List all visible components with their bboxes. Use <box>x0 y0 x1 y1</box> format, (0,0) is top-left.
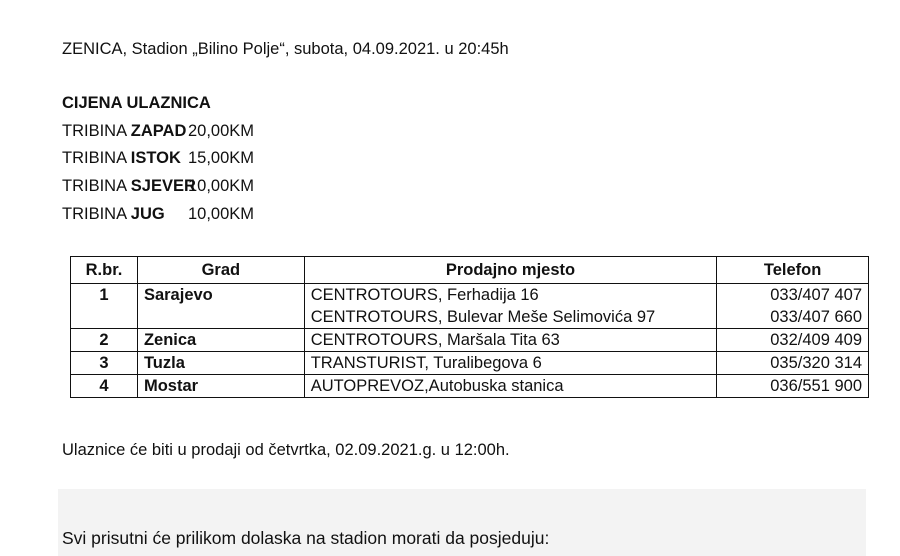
row-number: 2 <box>71 329 138 352</box>
price-value: 10,00KM <box>188 177 255 195</box>
price-row-zapad <box>62 122 254 141</box>
sales-place: TRANSTURIST, Turalibegova 6 <box>304 352 716 375</box>
row-number: 4 <box>71 375 138 398</box>
row-number: 3 <box>71 352 138 375</box>
prices-title: CIJENA ULAZNICA <box>62 94 211 112</box>
table-row <box>71 375 869 398</box>
price-value: 15,00KM <box>188 149 255 167</box>
sales-place: CENTROTOURS, Ferhadija 16 <box>310 286 539 304</box>
venue-line: ZENICA, Stadion „Bilino Polje“, subota, 04.09.2021. u 20:45h <box>62 40 509 58</box>
header-phone: Telefon <box>717 257 869 284</box>
price-value: 10,00KM <box>188 205 255 223</box>
header-city: Grad <box>137 257 304 284</box>
phone-number: 035/320 314 <box>717 352 869 375</box>
table-row <box>71 352 869 375</box>
row-city: Sarajevo <box>137 284 304 329</box>
row-number: 1 <box>71 284 138 329</box>
price-row-istok <box>62 149 254 168</box>
row-places <box>304 284 716 329</box>
header-number: R.br. <box>71 257 138 284</box>
sales-place: CENTROTOURS, Bulevar Meše Selimovića 97 <box>310 308 656 326</box>
price-prefix: TRIBINA <box>62 205 127 223</box>
price-prefix: TRIBINA <box>62 122 127 140</box>
phone-number: 032/409 409 <box>717 329 869 352</box>
table-row <box>71 284 869 329</box>
phone-number: 033/407 407 <box>770 286 862 304</box>
price-prefix: TRIBINA <box>62 149 127 167</box>
requirement-note: Svi prisutni će prilikom dolaska na stadion morati da posjeduju: <box>62 528 550 548</box>
stand-name: ZAPAD <box>130 122 187 140</box>
stand-name: JUG <box>130 205 165 223</box>
phone-number: 036/551 900 <box>717 375 869 398</box>
header-place: Prodajno mjesto <box>304 257 716 284</box>
row-phones <box>717 284 869 329</box>
price-row-sjever <box>62 177 254 196</box>
sales-place: CENTROTOURS, Maršala Tita 63 <box>304 329 716 352</box>
price-value: 20,00KM <box>188 122 255 140</box>
row-city: Mostar <box>137 375 304 398</box>
sale-note: Ulaznice će biti u prodaji od četvrtka, 02.09.2021.g. u 12:00h. <box>62 441 510 459</box>
phone-number: 033/407 660 <box>770 308 862 326</box>
table-header-row <box>71 257 869 284</box>
stand-name: SJEVER <box>130 177 196 195</box>
price-prefix: TRIBINA <box>62 177 127 195</box>
price-row-jug <box>62 205 254 224</box>
table-row <box>71 329 869 352</box>
row-city: Tuzla <box>137 352 304 375</box>
sales-points-table <box>70 256 869 398</box>
row-city: Zenica <box>137 329 304 352</box>
sales-place: AUTOPREVOZ,Autobuska stanica <box>304 375 716 398</box>
stand-name: ISTOK <box>130 149 181 167</box>
